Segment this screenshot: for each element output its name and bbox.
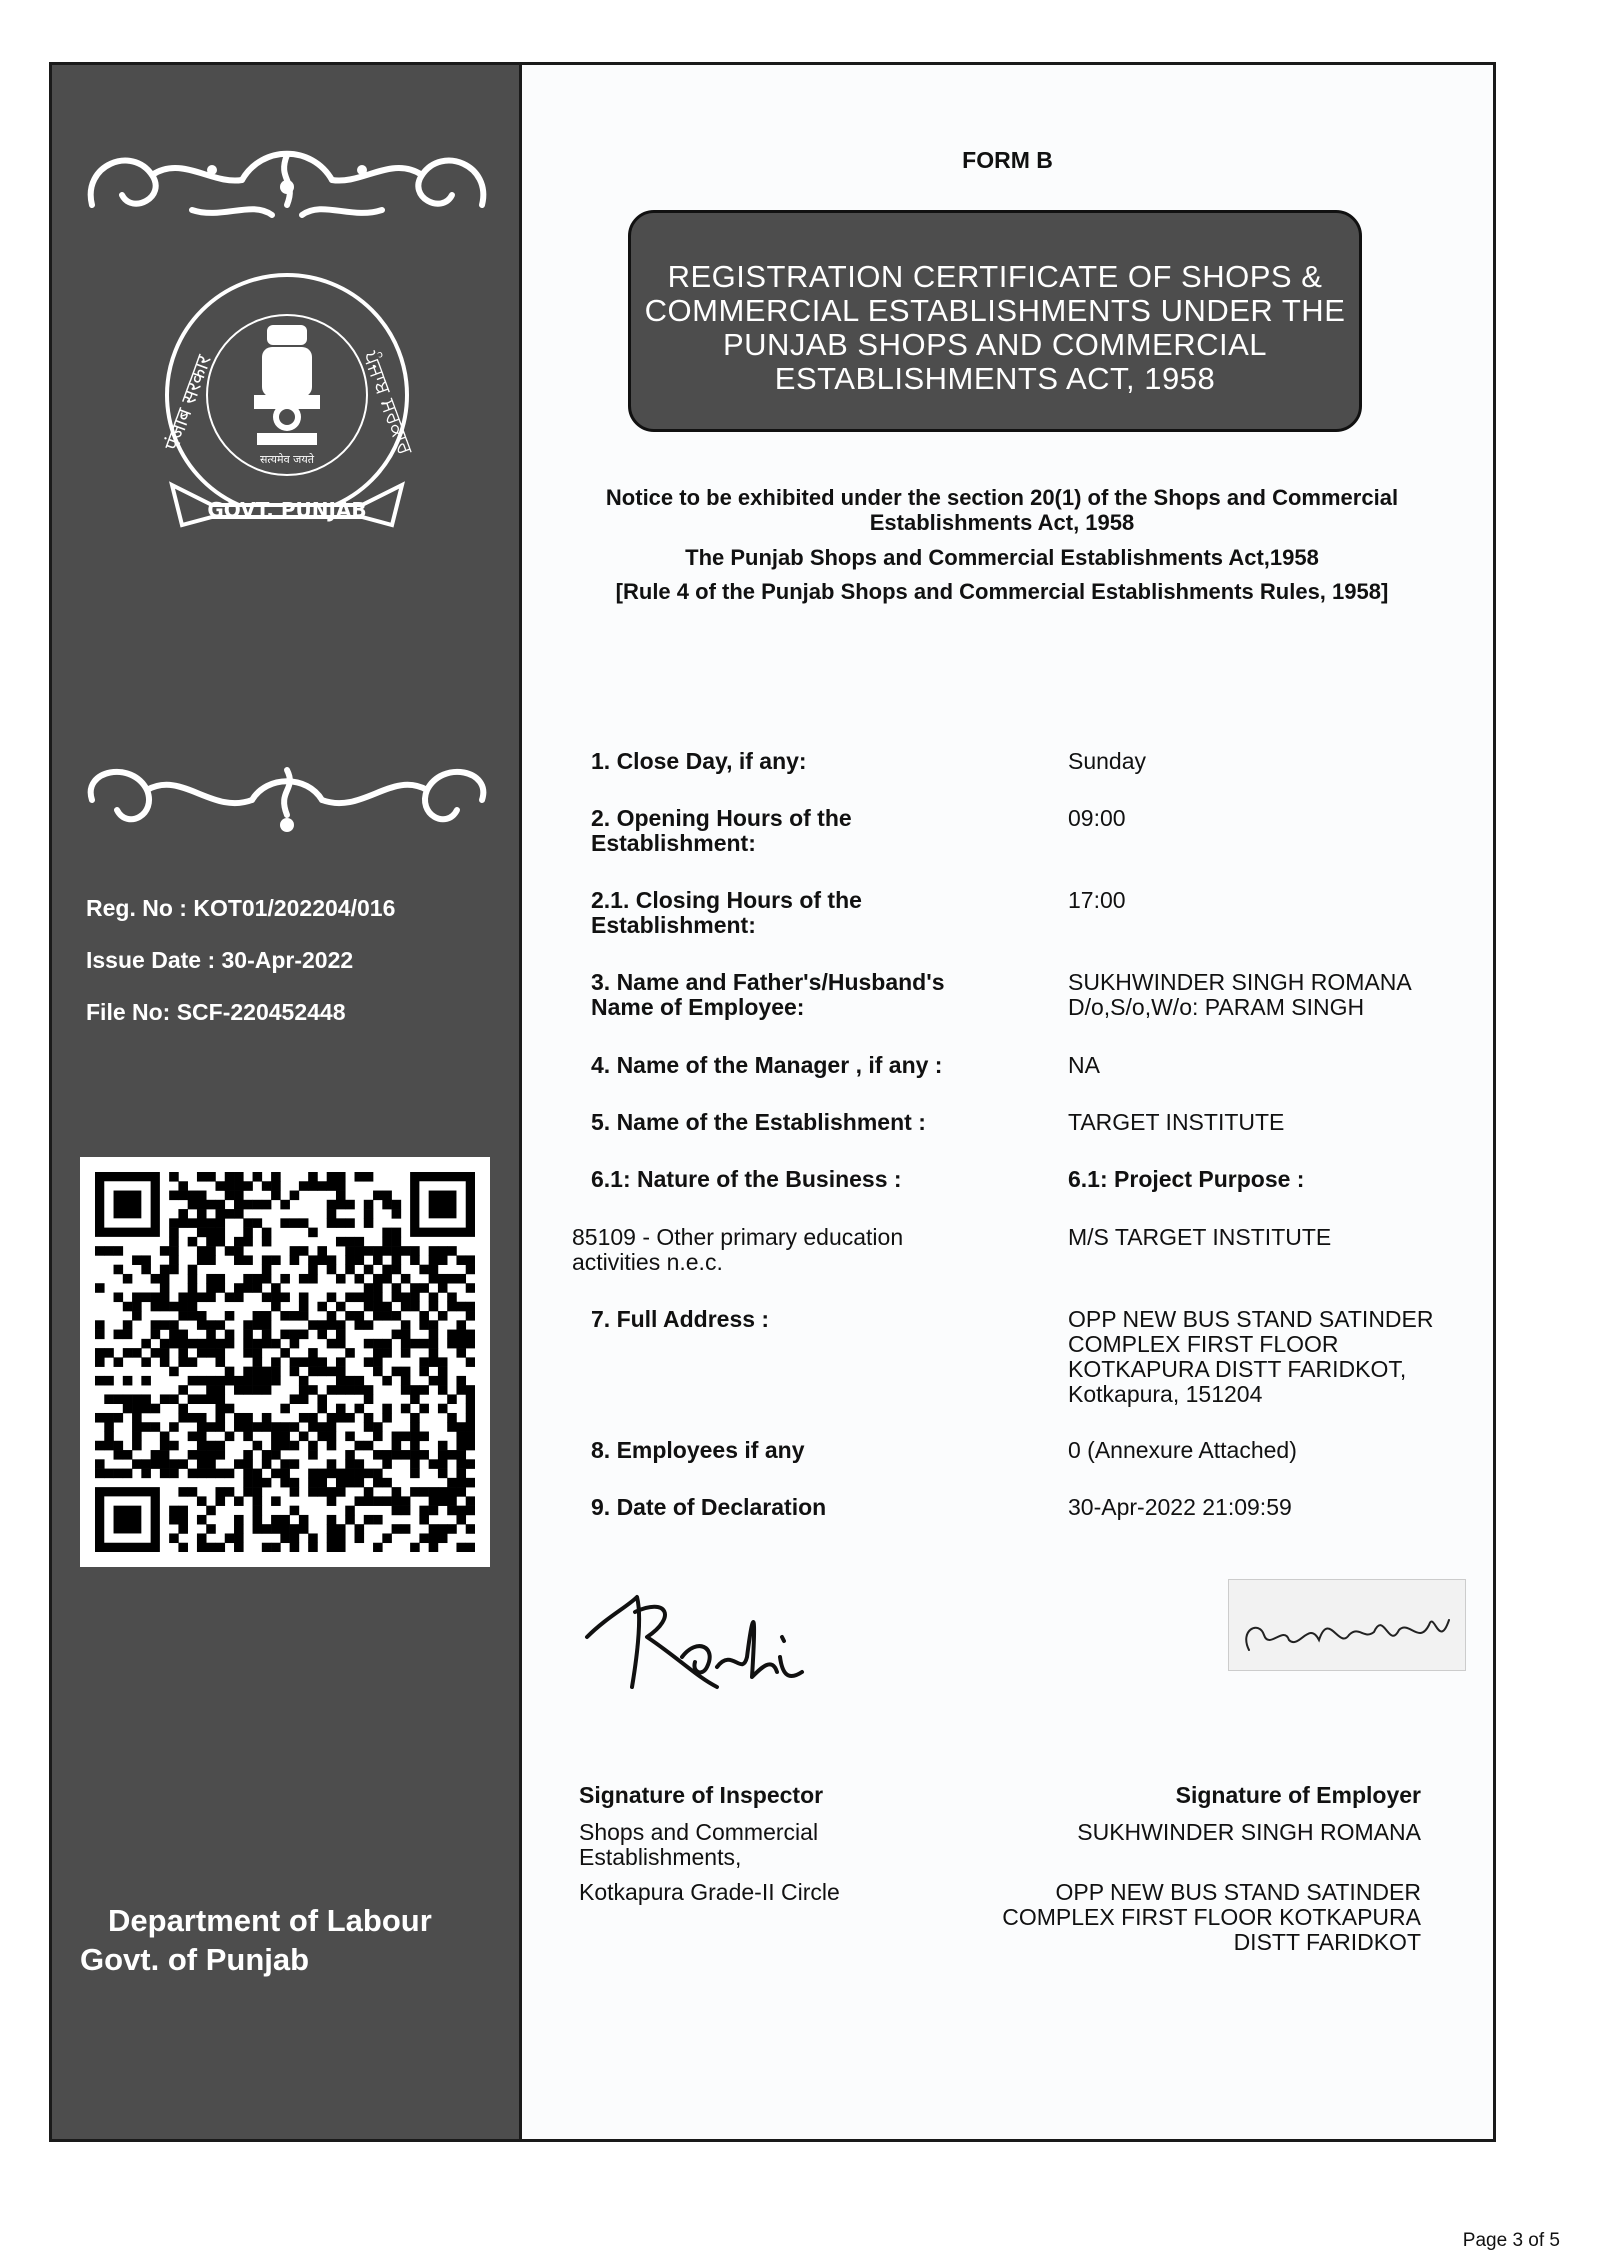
form-title: FORM B [962, 147, 1053, 173]
business-nature-value: 85109 - Other primary education activities n.e.c. [572, 1224, 904, 1275]
employees-value: 0 (Annexure Attached) [1068, 1437, 1297, 1463]
certificate-title-box [628, 210, 1362, 432]
manager-value: NA [1068, 1052, 1100, 1078]
manager-label: 4. Name of the Manager , if any : [591, 1052, 943, 1078]
sidebar-panel [52, 65, 522, 2139]
punjab-government-emblem [132, 255, 442, 565]
bottom-scroll-ornament [72, 745, 502, 855]
establishment-name-value: TARGET INSTITUTE [1068, 1109, 1285, 1135]
qr-code [80, 1157, 490, 1567]
employer-signature-graphic [1229, 1580, 1465, 1670]
page-number: Page 3 of 5 [1462, 2230, 1560, 2251]
project-purpose-label: 6.1: Project Purpose : [1068, 1166, 1305, 1192]
notice-line-1: Notice to be exhibited under the section 20(1) of the Shops and Commercial Establishments Act, 1958 [605, 485, 1399, 535]
full-address-value: OPP NEW BUS STAND SATINDER COMPLEX FIRST FLOOR KOTKAPURA DISTT FARIDKOT, Kotkapura, 151204 [1068, 1306, 1434, 1407]
issue-date: Issue Date : 30-Apr-2022 [86, 947, 354, 973]
project-purpose-value: M/S TARGET INSTITUTE [1068, 1224, 1332, 1250]
emblem-text-right: ਪੰਜਾਬ ਸਰਕਾਰ [358, 347, 419, 458]
emblem-motto: सत्यमेव जयते [259, 453, 315, 466]
establishment-name-label: 5. Name of the Establishment : [591, 1109, 926, 1135]
qr-code-graphic [95, 1172, 475, 1552]
inspector-office: Shops and Commercial Establishments, [579, 1819, 819, 1870]
inspector-signature-title: Signature of Inspector [579, 1782, 824, 1808]
employees-label: 8. Employees if any [591, 1437, 805, 1463]
notice-line-3: [Rule 4 of the Punjab Shops and Commercial Establishments Rules, 1958] [615, 579, 1389, 604]
business-nature-label: 6.1: Nature of the Business : [591, 1166, 902, 1192]
certificate-title: REGISTRATION CERTIFICATE OF SHOPS & COMMERCIAL ESTABLISHMENTS UNDER THE PUNJAB SHOPS AND COMMERCIAL ESTABLISHMENTS ACT, 1958 [644, 259, 1346, 396]
declaration-date-label: 9. Date of Declaration [591, 1494, 827, 1520]
closing-hours-value: 17:00 [1068, 887, 1126, 913]
employee-name-value: SUKHWINDER SINGH ROMANA D/o,S/o,W/o: PARAM SINGH [1068, 969, 1411, 1020]
employer-address: OPP NEW BUS STAND SATINDER COMPLEX FIRST FLOOR KOTKAPURA DISTT FARIDKOT [1002, 1879, 1421, 1955]
emblem-text-left: पंजाब सरकार [159, 351, 216, 454]
emblem-ribbon-text: GOVT. PUNJAB [207, 498, 367, 522]
close-day-label: 1. Close Day, if any: [591, 748, 807, 774]
file-number: File No: SCF-220452448 [86, 999, 346, 1025]
declaration-date-value: 30-Apr-2022 21:09:59 [1068, 1494, 1292, 1520]
inspector-circle: Kotkapura Grade-II Circle [579, 1879, 840, 1905]
close-day-value: Sunday [1068, 748, 1147, 774]
inspector-signature [577, 1577, 817, 1707]
full-address-label: 7. Full Address : [591, 1306, 770, 1332]
registration-number: Reg. No : KOT01/202204/016 [86, 895, 396, 921]
department-name [80, 1901, 432, 1979]
employer-signature-title: Signature of Employer [1175, 1782, 1421, 1808]
opening-hours-label: 2. Opening Hours of the Establishment: [591, 805, 852, 856]
notice-line-2: The Punjab Shops and Commercial Establishments Act,1958 [685, 545, 1319, 570]
closing-hours-label: 2.1. Closing Hours of the Establishment: [591, 887, 862, 938]
certificate-body [522, 65, 1493, 2139]
top-scroll-ornament [72, 125, 502, 235]
department-line-1: Department of Labour [108, 1903, 432, 1938]
certificate-frame [49, 62, 1496, 2142]
employer-name: SUKHWINDER SINGH ROMANA [1077, 1819, 1421, 1845]
department-line-2: Govt. of Punjab [80, 1942, 310, 1977]
opening-hours-value: 09:00 [1068, 805, 1126, 831]
employee-name-label: 3. Name and Father's/Husband's Name of Employee: [591, 969, 945, 1020]
employer-signature [1228, 1579, 1466, 1671]
